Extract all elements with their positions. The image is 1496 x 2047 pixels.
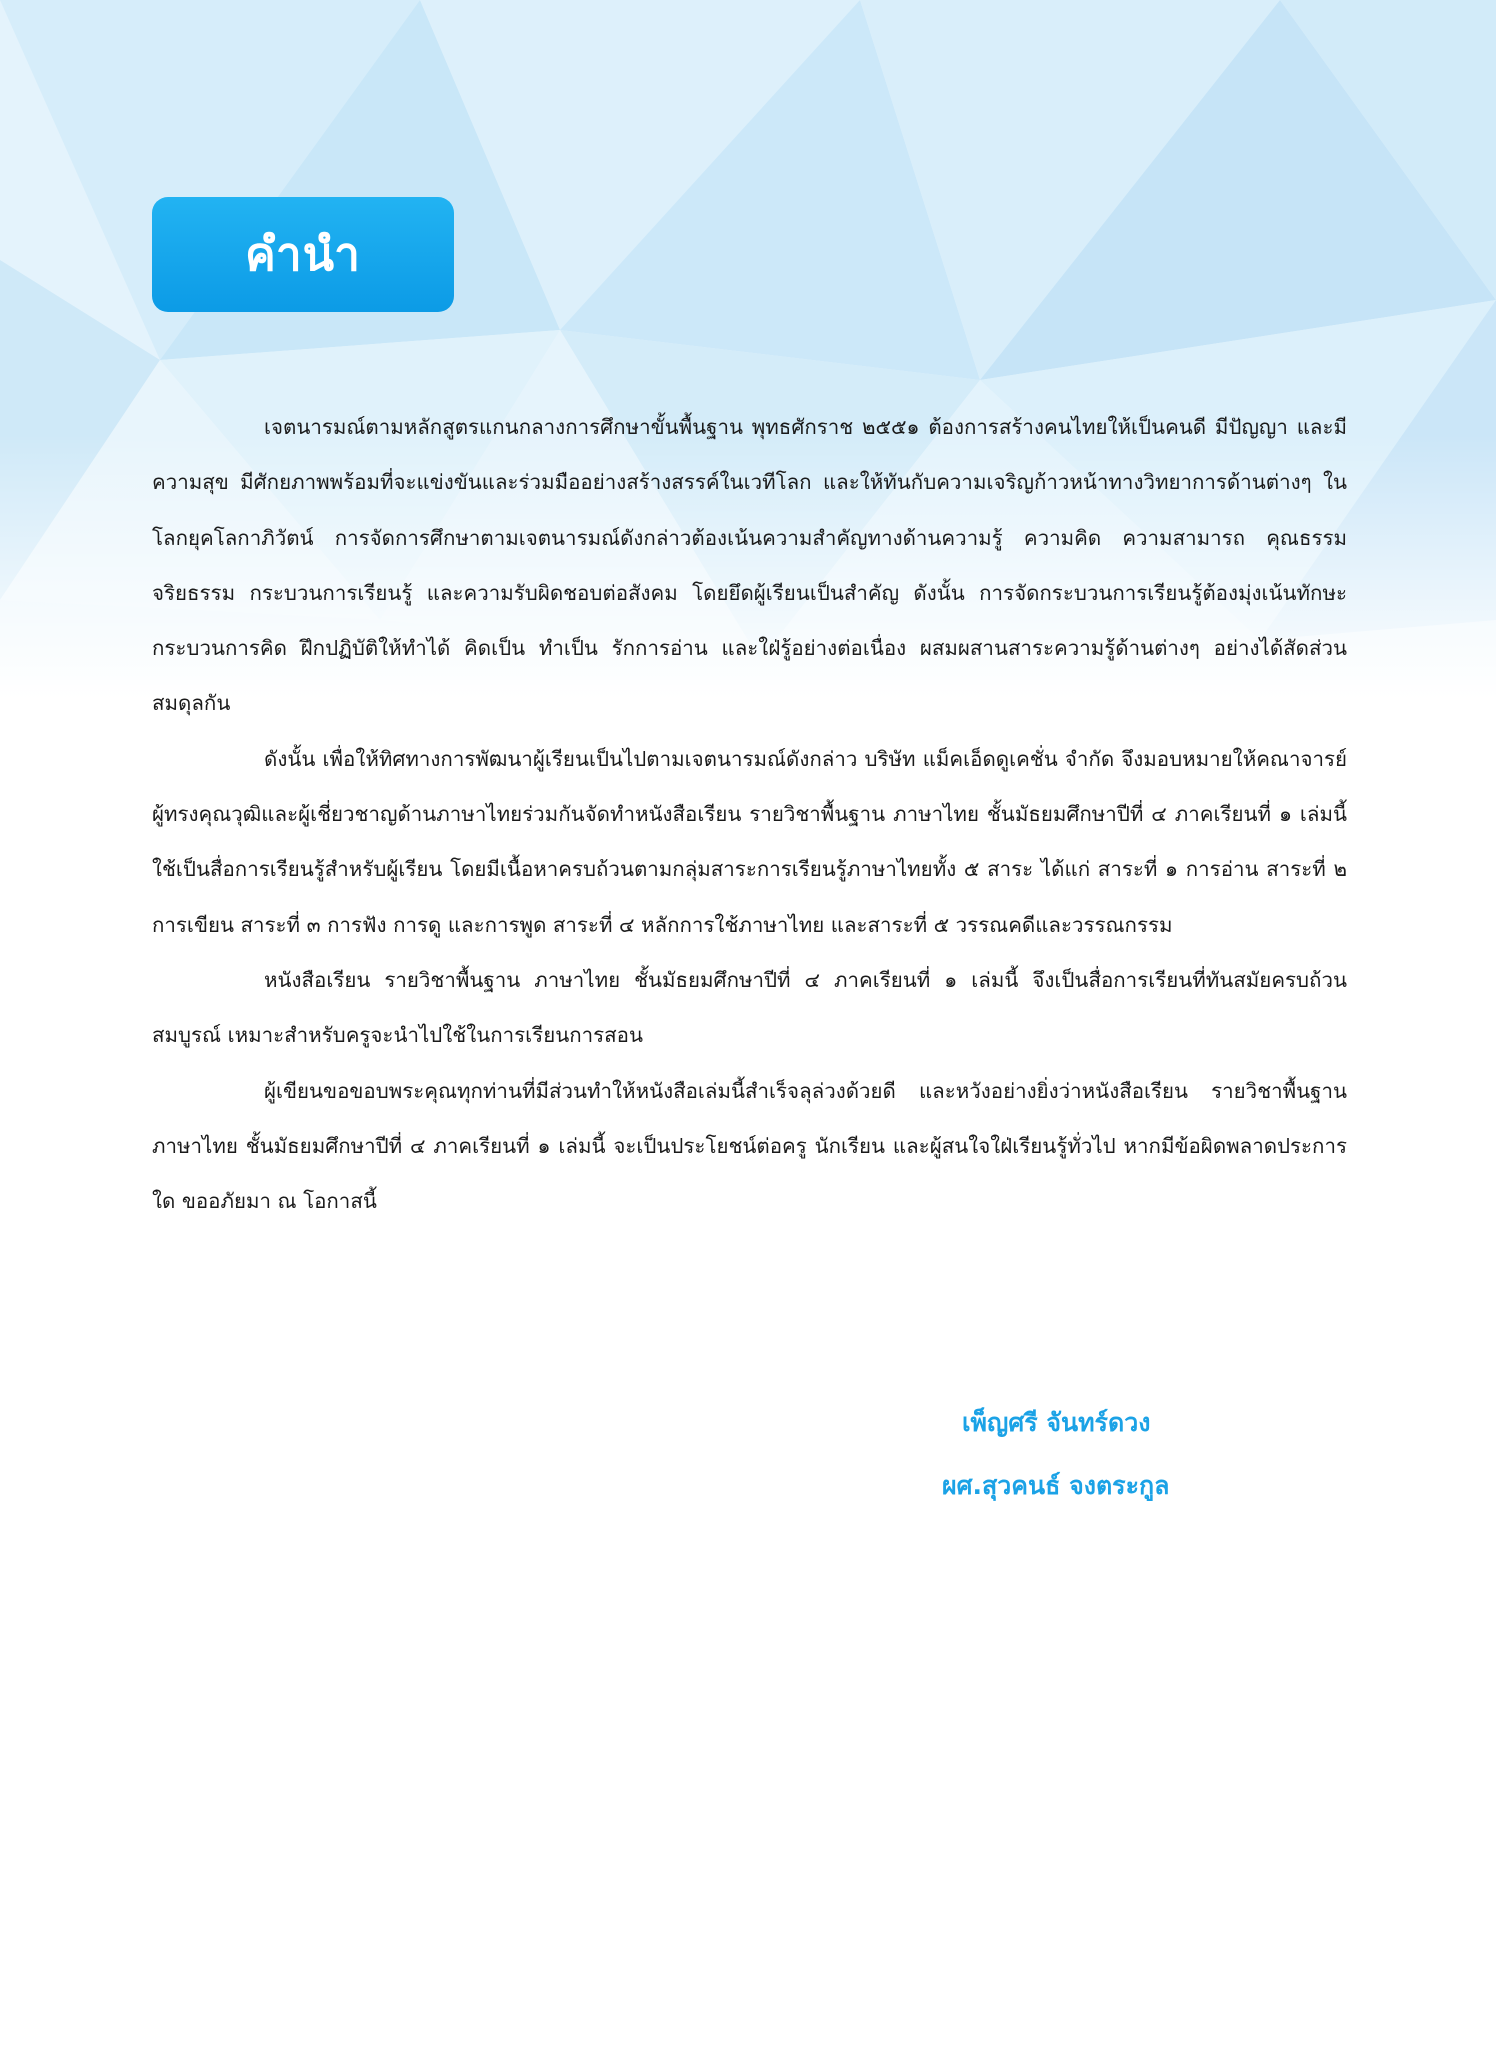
paragraph-4: ผู้เขียนขอขอบพระคุณทุกท่านที่มีส่วนทำให้หนังสือเล่มนี้สำเร็จลุล่วงด้วยดี และหวังอย่างยิ่งว่าหนังสือเรียน รายวิชาพื้นฐาน ภาษาไทย ชั้นมัธยมศึกษาปีที่ ๔ ภาคเรียนที่ ๑ เล่มนี้ จะเป็นประโยชน์ต่อครู นักเรียน และผู้สนใจใฝ่เรียนรู้ทั่วไป หากมีข้อผิดพลาดประการใด ขออภัยมา ณ โอกาสนี้ (152, 1078, 1347, 1214)
page-title: คำนำ (245, 227, 361, 281)
paragraph-1: เจตนารมณ์ตามหลักสูตรแกนกลางการศึกษาขั้นพื้นฐาน พุทธศักราช ๒๕๕๑ ต้องการสร้างคนไทยให้เป็นคนดี มีปัญญา และมีความสุข มีศักยภาพพร้อมที่จะแข่งขันและร่วมมืออย่างสร้างสรรค์ในเวทีโลก และให้ทันกับความเจริญก้าวหน้าทางวิทยาการด้านต่างๆ ในโลกยุคโลกาภิวัตน์ การจัดการศึกษาตามเจตนารมณ์ดังกล่าวต้องเน้นความสำคัญทางด้านความรู้ ความคิด ความสามารถ คุณธรรม จริยธรรม กระบวนการเรียนรู้ และความรับผิดชอบต่อสังคม โดยยึดผู้เรียนเป็นสำคัญ ดังนั้น การจัดกระบวนการเรียนรู้ต้องมุ่งเน้นทักษะกระบวนการคิด ฝึกปฏิบัติให้ทำได้ คิดเป็น ทำเป็น รักการอ่าน และใฝ่รู้อย่างต่อเนื่อง ผสมผสานสาระความรู้ด้านต่างๆ อย่างได้สัดส่วนสมดุลกัน (152, 415, 1347, 716)
paragraph-2: ดังนั้น เพื่อให้ทิศทางการพัฒนาผู้เรียนเป็นไปตามเจตนารมณ์ดังกล่าว บริษัท แม็คเอ็ดดูเคชั่น จำกัด จึงมอบหมายให้คณาจารย์ผู้ทรงคุณวุฒิและผู้เชี่ยวชาญด้านภาษาไทยร่วมกันจัดทำหนังสือเรียน รายวิชาพื้นฐาน ภาษาไทย ชั้นมัธยมศึกษาปีที่ ๔ ภาคเรียนที่ ๑ เล่มนี้ ใช้เป็นสื่อการเรียนรู้สำหรับผู้เรียน โดยมีเนื้อหาครบถ้วนตามกลุ่มสาระการเรียนรู้ภาษาไทยทั้ง ๕ สาระ ได้แก่ สาระที่ ๑ การอ่าน สาระที่ ๒ การเขียน สาระที่ ๓ การฟัง การดู และการพูด สาระที่ ๔ หลักการใช้ภาษาไทย และสาระที่ ๕ วรรณคดีและวรรณกรรม (152, 746, 1347, 937)
author-name-2: ผศ.สุวคนธ์ จงตระกูล (942, 1471, 1170, 1500)
title-banner (152, 197, 454, 312)
paragraph-3: หนังสือเรียน รายวิชาพื้นฐาน ภาษาไทย ชั้นมัธยมศึกษาปีที่ ๔ ภาคเรียนที่ ๑ เล่มนี้ จึงเป็นสื่อการเรียนที่ทันสมัยครบถ้วนสมบูรณ์ เหมาะสำหรับครูจะนำไปใช้ในการเรียนการสอน (152, 967, 1347, 1048)
preface-body (152, 400, 1347, 1229)
author-name-1: เพ็ญศรี จันทร์ดวง (962, 1408, 1151, 1437)
